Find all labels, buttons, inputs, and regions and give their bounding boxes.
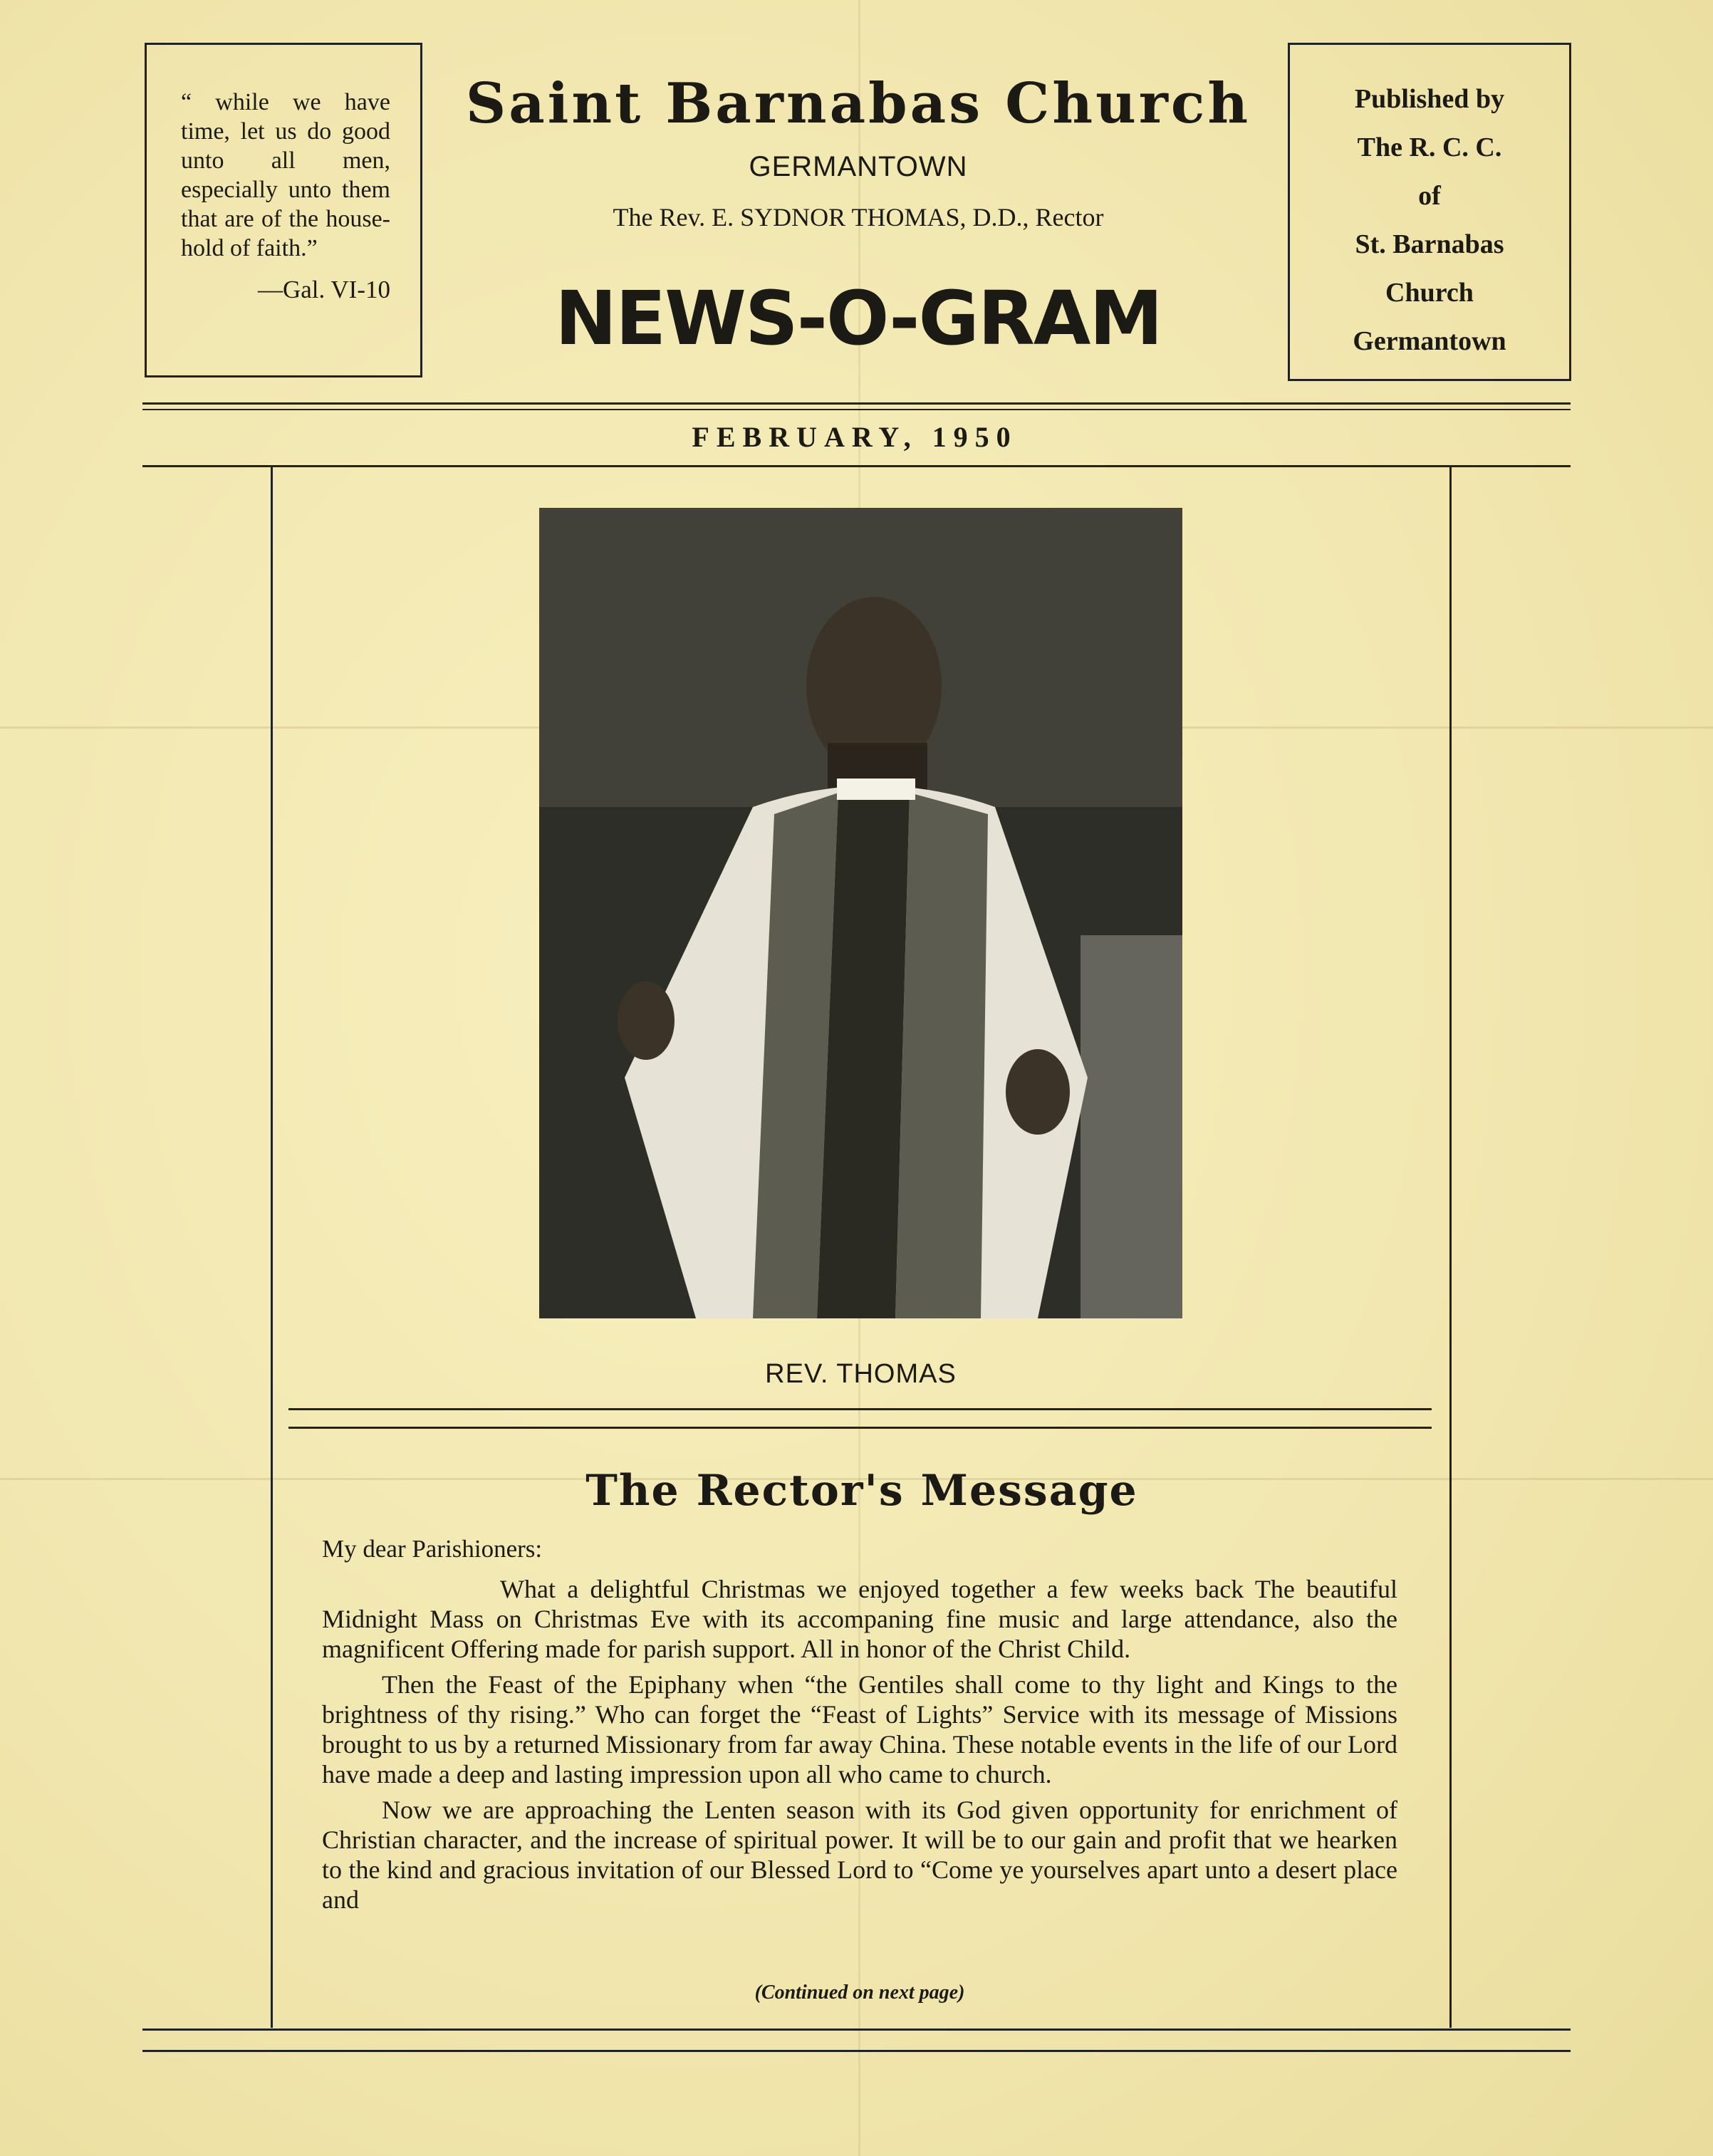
issue-date: FEBRUARY, 1950 [692,421,1018,453]
header-rule [142,402,1571,405]
message-title: The Rector's Message [585,1466,1138,1516]
salutation: My dear Parishioners: [322,1535,543,1563]
publisher-line: St. Barnabas [1355,229,1504,259]
message-paragraph: Now we are approaching the Lenten season with its God given opportunity for enrichment of Christian character, and the increase of spiritual power. It will be to our gain and profit that we hearken to the kind and gracious invitation of our Blessed Lord to “Come ye yourselves apart unto a desert place and [322,1796,1397,1914]
rector-portrait [539,508,1182,1318]
publisher-line: of [1418,181,1441,211]
publisher-line: Germantown [1353,326,1506,356]
frame-right [1449,467,1452,2028]
frame-left [271,467,273,2028]
publisher-box [1288,43,1571,381]
message-paragraph: What a delightful Christmas we enjoyed together a few weeks back The beautiful Midnight Mass on Christmas Eve with its accompaning fine music and large attendance, also the magnificent Offering made for parish support. All in honor of the Christ Child. [322,1575,1397,1663]
portrait-illustration [539,508,1182,1318]
scripture-citation: —Gal. VI-10 [258,276,390,303]
section-rule [288,1408,1432,1410]
continued-note: (Continued on next page) [754,1981,965,2004]
footer-rule [142,2029,1571,2031]
date-rule [142,465,1571,467]
church-name: Saint Barnabas Church [465,71,1251,136]
photo-caption: REV. THOMAS [765,1359,957,1389]
church-location: GERMANTOWN [749,151,968,182]
header-rule [142,409,1571,410]
scripture-quote-box [145,43,422,377]
message-paragraph: Then the Feast of the Epiphany when “the Gentiles shall come to thy light and Kings to the brightness of thy rising.” Who can forget the “Feast of Lights” Service with its message of Missions brought to us by a returned Missionary from far away China. These notable events in the life of our Lord have made a deep and lasting impression upon all who came to church. [322,1670,1397,1788]
section-rule [288,1427,1432,1429]
publisher-line: Published by [1354,84,1505,114]
publisher-line: Church [1385,278,1474,308]
footer-rule [142,2050,1571,2052]
message-body [322,1574,1397,1920]
scripture-quote: “ while we have time, let us do good unto all men, especially unto them that are of the house-hold of faith.” [181,89,390,261]
rector-line: The Rev. E. SYDNOR THOMAS, D.D., Rector [613,203,1104,231]
newsletter-title: NEWS-O-GRAM [555,275,1162,362]
publisher-line: The R. C. C. [1357,132,1502,162]
